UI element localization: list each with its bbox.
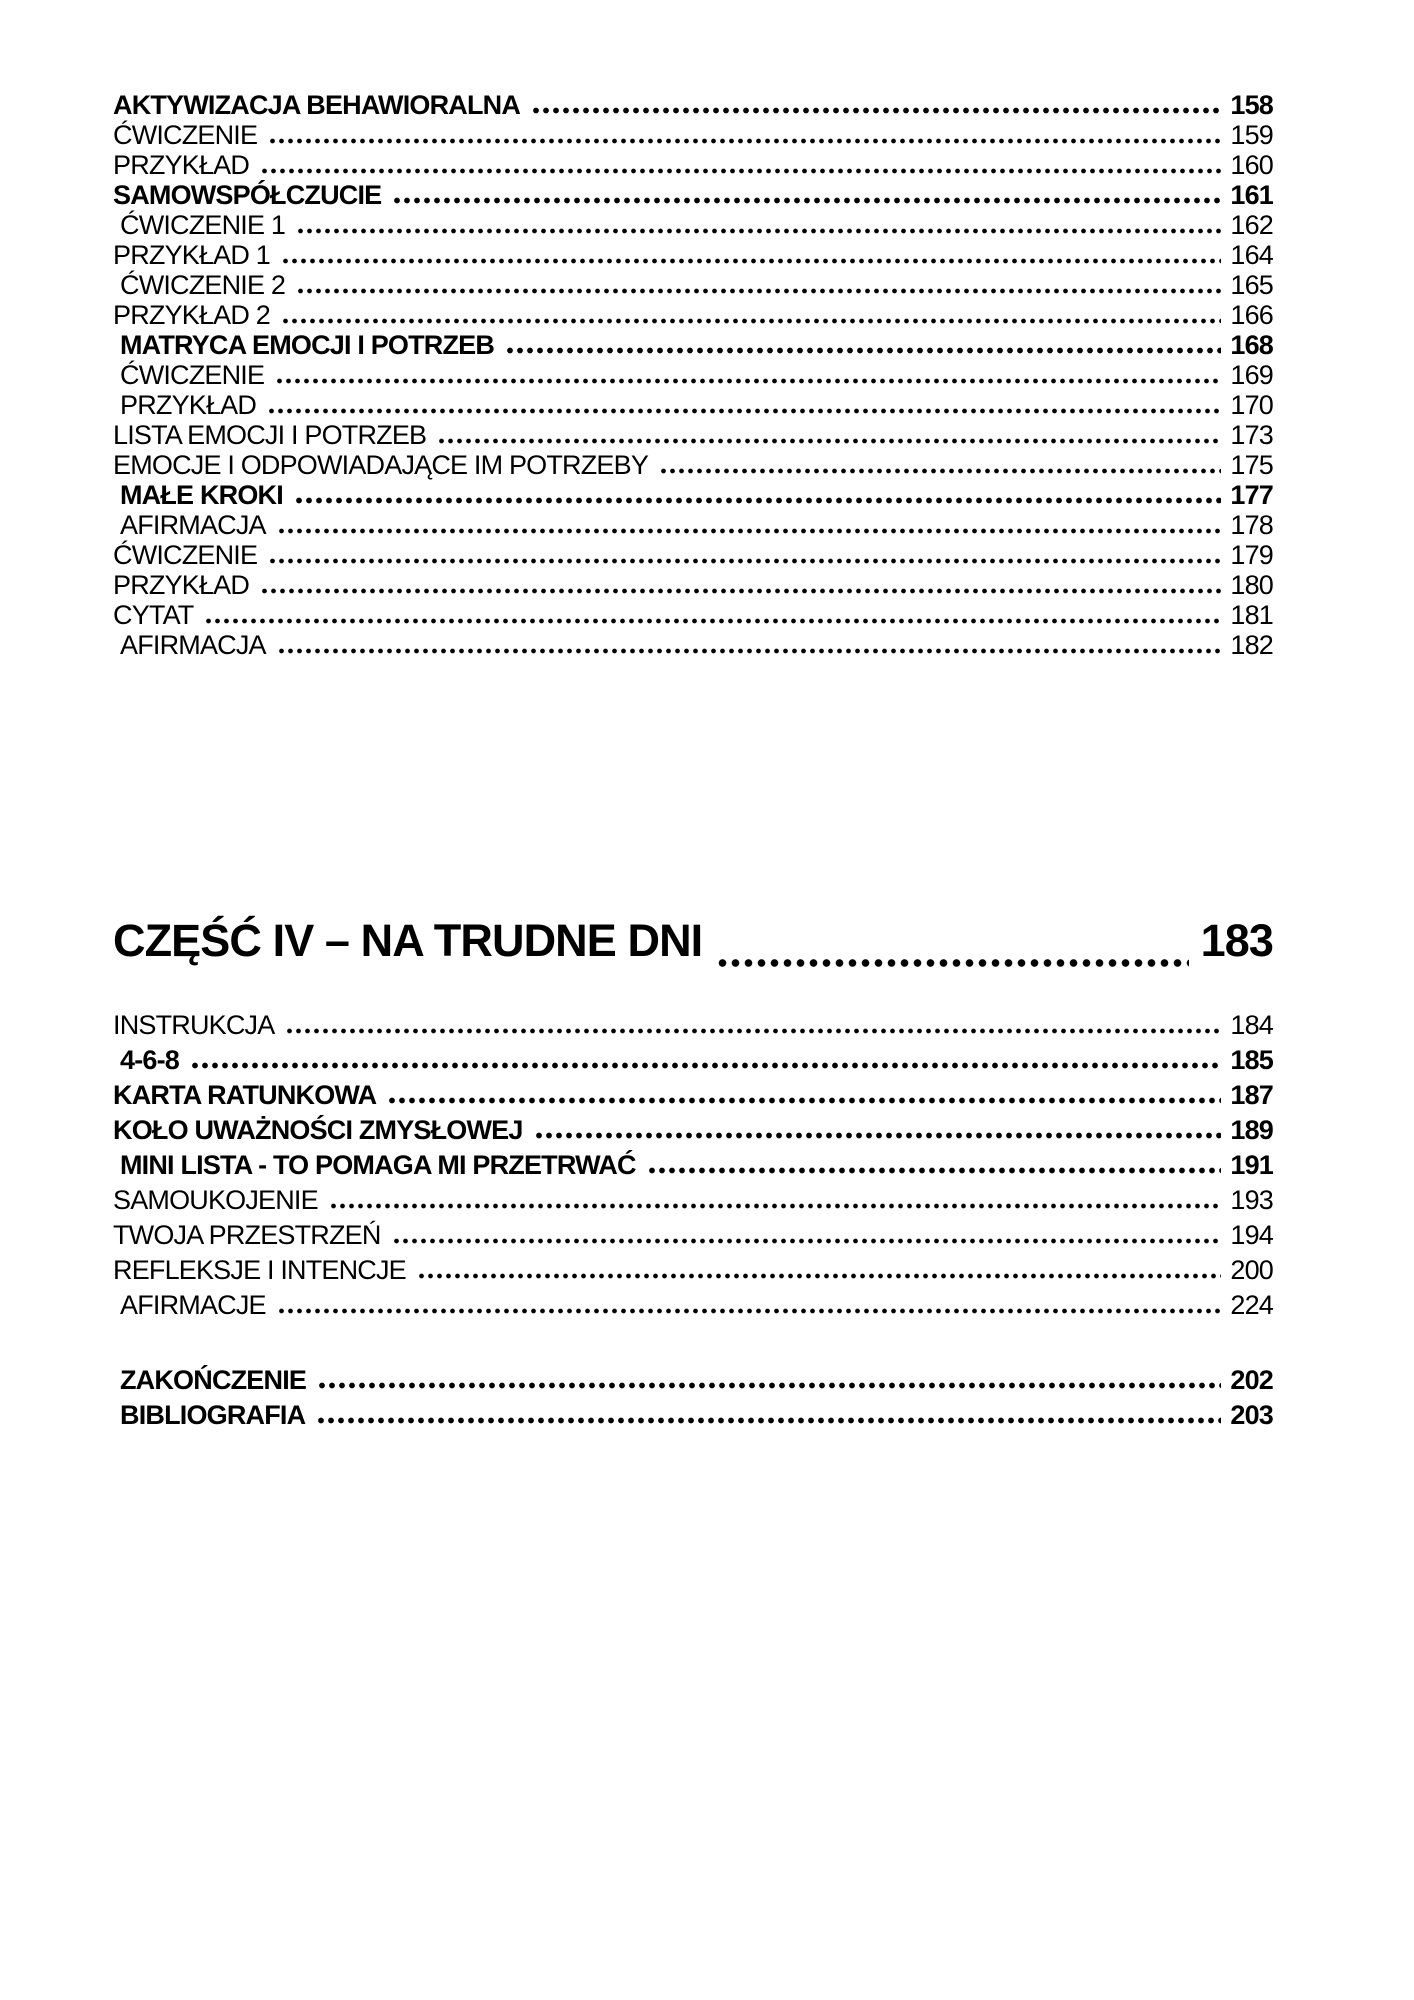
toc-entry-page: 162 [1230,210,1273,240]
toc-entry [113,1148,1273,1183]
toc-entry-page: 165 [1230,270,1273,300]
toc-entry-label: PRZYKŁAD 1 [113,240,270,270]
part-heading-label: CZĘŚĆ IV – NA TRUDNE DNI [113,915,703,966]
dot-leader [190,1062,1221,1069]
toc-entry-page: 181 [1230,600,1273,630]
toc-entry-label: BIBLIOGRAFIA [120,1400,306,1430]
toc-entry-label: REFLEKSJE I INTENCJE [113,1255,406,1285]
toc-entry-label: INSTRUKCJA [113,1010,275,1040]
toc-entry-page: 179 [1230,540,1273,570]
part-heading-page: 183 [1200,915,1273,966]
toc-entry-page: 193 [1230,1185,1273,1215]
toc-entry-label: AFIRMACJA [120,630,266,660]
toc-entry-page: 177 [1230,480,1273,510]
dot-leader [505,347,1221,354]
toc-block-2 [113,1008,1273,1323]
dot-leader [285,1028,1221,1034]
toc-entry-page: 164 [1230,240,1273,270]
dot-leader [268,138,1221,144]
toc-entry-page: 182 [1230,630,1273,660]
toc-entry [113,1398,1273,1433]
toc-entry [113,1113,1273,1148]
toc-entry-page: 194 [1230,1220,1273,1250]
toc-entry [113,210,1273,240]
toc-entry-label: SAMOUKOJENIE [113,1185,318,1215]
toc-entry [113,390,1273,420]
dot-leader [294,497,1221,504]
toc-entry-label: CYTAT [113,600,194,630]
toc-entry [113,1253,1273,1288]
toc-entry [113,90,1273,120]
toc-entry [113,570,1273,600]
toc-entry-label: KOŁO UWAŻNOŚCI ZMYSŁOWEJ [113,1115,523,1145]
dot-leader [296,288,1221,294]
toc-entry-label: AKTYWIZACJA BEHAWIORALNA [113,90,521,120]
dot-leader [329,1203,1222,1209]
dot-leader [716,958,1188,968]
toc-entry [113,420,1273,450]
dot-leader [277,648,1222,654]
toc-entry-page: 178 [1230,510,1273,540]
toc-entry-page: 185 [1230,1045,1273,1075]
dot-leader [647,1167,1222,1174]
dot-leader [281,318,1221,324]
toc-entry [113,1008,1273,1043]
toc-entry-label: LISTA EMOCJI I POTRZEB [113,420,427,450]
toc-entry [113,450,1273,480]
toc-entry-page: 200 [1230,1255,1273,1285]
toc-entry [113,480,1273,510]
toc-entry-label: TWOJA PRZESTRZEŃ [113,1220,381,1250]
toc-entry-page: 175 [1230,450,1273,480]
toc-entry-label: PRZYKŁAD 2 [113,300,270,330]
toc-entry-label: PRZYKŁAD [113,570,250,600]
toc-entry-page: 202 [1230,1365,1273,1395]
toc-block-3 [113,1363,1273,1433]
dot-leader [204,618,1221,624]
toc-entry [113,510,1273,540]
dot-leader [437,438,1221,444]
dot-leader [392,1238,1222,1244]
toc-entry-page: 189 [1230,1115,1273,1145]
toc-entry-page: 160 [1230,150,1273,180]
dot-leader [267,408,1221,414]
toc-entry-page: 173 [1230,420,1273,450]
dot-leader [268,558,1221,564]
dot-leader [275,378,1221,384]
toc-entry-page: 170 [1230,390,1273,420]
toc-entry [113,1183,1273,1218]
toc-entry [113,1218,1273,1253]
toc-entry-page: 184 [1230,1010,1273,1040]
dot-leader [387,1097,1221,1104]
toc-entry-label: AFIRMACJE [120,1290,266,1320]
toc-entry [113,360,1273,390]
toc-entry-label: ĆWICZENIE 1 [120,210,286,240]
dot-leader [277,528,1222,534]
toc-entry-label: MINI LISTA - TO POMAGA MI PRZETRWAĆ [120,1150,636,1180]
dot-leader [317,1382,1221,1389]
toc-entry-label: ĆWICZENIE [113,120,258,150]
toc-entry [113,300,1273,330]
toc-entry-page: 168 [1230,330,1273,360]
dot-leader [534,1132,1222,1139]
dot-leader [316,1417,1221,1424]
toc-entry-label: 4-6-8 [120,1045,179,1075]
toc-entry-label: ĆWICZENIE [113,540,258,570]
toc-entry [113,330,1273,360]
dot-leader [296,228,1221,234]
toc-block-1 [113,90,1273,660]
dot-leader [659,468,1221,474]
toc-entry-page: 224 [1230,1290,1273,1320]
toc-entry [113,630,1273,660]
toc-entry-label: ĆWICZENIE [120,360,265,390]
toc-entry [113,540,1273,570]
toc-entry-label: MATRYCA EMOCJI I POTRZEB [120,330,495,360]
toc-entry-page: 166 [1230,300,1273,330]
toc-entry [113,180,1273,210]
toc-entry-page: 180 [1230,570,1273,600]
toc-entry [113,1043,1273,1078]
toc-entry-label: AFIRMACJA [120,510,266,540]
dot-leader [277,1308,1222,1314]
toc-entry-page: 161 [1230,180,1273,210]
toc-entry-label: ĆWICZENIE 2 [120,270,286,300]
toc-entry-page: 158 [1230,90,1273,120]
toc-entry-label: EMOCJE I ODPOWIADAJĄCE IM POTRZEBY [113,450,649,480]
dot-leader [417,1273,1222,1279]
part-heading [113,912,1273,970]
toc-entry-label: PRZYKŁAD [113,150,250,180]
toc-entry-page: 159 [1230,120,1273,150]
toc-entry [113,120,1273,150]
toc-entry-label: KARTA RATUNKOWA [113,1080,377,1110]
dot-leader [260,168,1221,174]
toc-entry [113,1363,1273,1398]
toc-entry-label: SAMOWSPÓŁCZUCIE [113,180,382,210]
toc-entry [113,1078,1273,1113]
toc-entry [113,1288,1273,1323]
toc-entry [113,270,1273,300]
toc-entry [113,240,1273,270]
toc-entry-page: 187 [1230,1080,1273,1110]
dot-leader [281,258,1221,264]
dot-leader [260,588,1221,594]
toc-entry [113,600,1273,630]
toc-entry-label: MAŁE KROKI [120,480,283,510]
toc-entry-page: 203 [1230,1400,1273,1430]
toc-entry-page: 191 [1230,1150,1273,1180]
dot-leader [392,197,1221,204]
toc-entry-page: 169 [1230,360,1273,390]
toc-entry-label: ZAKOŃCZENIE [120,1365,307,1395]
dot-leader [531,107,1221,114]
toc-entry [113,150,1273,180]
toc-entry-label: PRZYKŁAD [120,390,257,420]
